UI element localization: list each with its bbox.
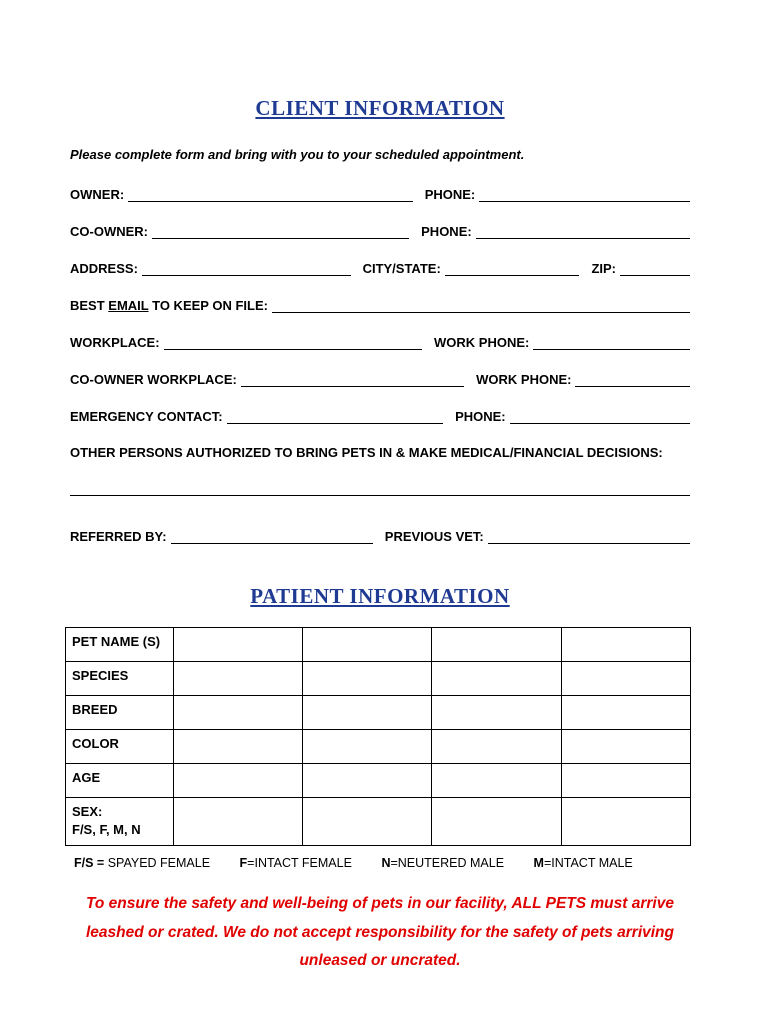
zip-label: ZIP: [591, 261, 616, 276]
other-persons-blank-line [70, 494, 690, 496]
table-cell-empty [302, 696, 431, 730]
legend-key: F/S = [74, 856, 108, 870]
table-row-breed [66, 696, 691, 730]
legend-spayed-female [74, 856, 210, 870]
emergency-contact-blank-line [227, 408, 443, 424]
legend-key: N [381, 856, 391, 870]
table-cell-empty [302, 628, 431, 662]
best-email-underlined-word: EMAIL [108, 298, 149, 313]
table-cell-empty [173, 764, 302, 798]
owner-label: OWNER: [70, 187, 125, 202]
table-cell-empty [432, 730, 561, 764]
legend-value: =INTACT MALE [543, 856, 633, 870]
best-email-suffix: TO KEEP ON FILE: [148, 298, 268, 313]
row-label-breed: BREED [66, 696, 174, 730]
table-cell-empty [173, 662, 302, 696]
workplace-blank-line [164, 334, 422, 350]
table-cell-empty [173, 628, 302, 662]
legend-key: F [239, 856, 248, 870]
table-cell-empty [561, 628, 690, 662]
workplace-label: WORKPLACE: [70, 335, 160, 350]
instruction-text: Please complete form and bring with you to your scheduled appointment. [70, 147, 525, 162]
table-cell-empty [432, 628, 561, 662]
table-cell-empty [561, 798, 690, 846]
legend-neutered-male [381, 856, 504, 870]
emergency-phone-label: PHONE: [455, 409, 506, 424]
best-email-prefix: BEST [70, 298, 109, 313]
best-email-blank-line [272, 297, 690, 313]
table-cell-empty [561, 764, 690, 798]
workplace-row [70, 334, 690, 350]
referred-by-label: REFERRED BY: [70, 529, 167, 544]
table-cell-empty [432, 662, 561, 696]
zip-blank-line [620, 260, 690, 276]
co-owner-blank-line [152, 223, 409, 239]
best-email-label [70, 298, 268, 313]
owner-phone-label: PHONE: [424, 187, 476, 202]
table-row-age [66, 764, 691, 798]
table-cell-empty [302, 662, 431, 696]
city-state-blank-line [445, 260, 580, 276]
previous-vet-label: PREVIOUS VET: [384, 529, 484, 544]
table-cell-empty [561, 730, 690, 764]
co-owner-phone-label: PHONE: [421, 224, 472, 239]
row-label-sex [66, 798, 174, 846]
table-cell-empty [432, 798, 561, 846]
sex-label: SEX: [72, 804, 103, 819]
owner-phone-blank-line [479, 186, 690, 202]
co-owner-workplace-row [70, 371, 690, 387]
safety-notice-line: To ensure the safety and well-being of pets in our facility, ALL PETS must arrive [86, 895, 674, 912]
safety-notice-line: leashed or crated. We do not accept responsibility for the safety of pets arriving [86, 923, 674, 941]
previous-vet-blank-line [488, 528, 690, 544]
co-owner-phone-blank-line [476, 223, 690, 239]
client-information-title: CLIENT INFORMATION [255, 96, 505, 120]
referred-by-blank-line [171, 528, 373, 544]
owner-blank-line [128, 186, 413, 202]
table-cell-empty [173, 798, 302, 846]
row-label-age: AGE [66, 764, 174, 798]
table-cell-empty [432, 696, 561, 730]
table-cell-empty [302, 730, 431, 764]
work-phone-blank-line [533, 334, 690, 350]
work-phone-label: WORK PHONE: [434, 335, 530, 350]
patient-information-title: PATIENT INFORMATION [250, 584, 510, 608]
legend-value: SPAYED FEMALE [107, 856, 211, 870]
row-label-species: SPECIES [66, 662, 174, 696]
safety-notice [70, 890, 690, 976]
emergency-contact-row [70, 408, 690, 424]
row-label-color: COLOR [66, 730, 174, 764]
co-owner-workplace-label: CO-OWNER WORKPLACE: [70, 372, 237, 387]
table-row-color [66, 730, 691, 764]
city-state-label: CITY/STATE: [362, 261, 441, 276]
emergency-contact-label: EMERGENCY CONTACT: [70, 409, 223, 424]
address-blank-line [142, 260, 351, 276]
referred-by-row [70, 528, 690, 544]
sex-options: F/S, F, M, N [72, 822, 141, 837]
table-row-species [66, 662, 691, 696]
other-persons-label: OTHER PERSONS AUTHORIZED TO BRING PETS IN & MAKE MEDICAL/FINANCIAL DECISIONS: [70, 445, 663, 460]
co-owner-label: CO-OWNER: [70, 224, 148, 239]
legend-value: =NEUTERED MALE [390, 856, 505, 870]
legend-intact-female [240, 856, 352, 870]
table-row-pet-name [66, 628, 691, 662]
emergency-phone-blank-line [510, 408, 690, 424]
legend-value: =INTACT FEMALE [247, 856, 352, 870]
table-cell-empty [561, 696, 690, 730]
co-owner-work-phone-blank-line [575, 371, 690, 387]
other-persons-row [70, 445, 690, 460]
best-email-row [70, 297, 690, 313]
table-cell-empty [302, 798, 431, 846]
safety-notice-line: unleased or uncrated. [299, 952, 461, 970]
patient-table [65, 627, 691, 846]
co-owner-work-phone-label: WORK PHONE: [476, 372, 572, 387]
owner-row [70, 186, 690, 202]
legend-intact-male [534, 856, 633, 870]
address-label: ADDRESS: [70, 261, 138, 276]
sex-legend [74, 856, 690, 870]
co-owner-workplace-blank-line [241, 371, 464, 387]
table-cell-empty [173, 730, 302, 764]
row-label-pet-name: PET NAME (S) [66, 628, 174, 662]
co-owner-row [70, 223, 690, 239]
table-cell-empty [173, 696, 302, 730]
table-row-sex [66, 798, 691, 846]
table-cell-empty [302, 764, 431, 798]
address-row [70, 260, 690, 276]
table-cell-empty [432, 764, 561, 798]
legend-key: M [533, 856, 544, 870]
table-cell-empty [561, 662, 690, 696]
